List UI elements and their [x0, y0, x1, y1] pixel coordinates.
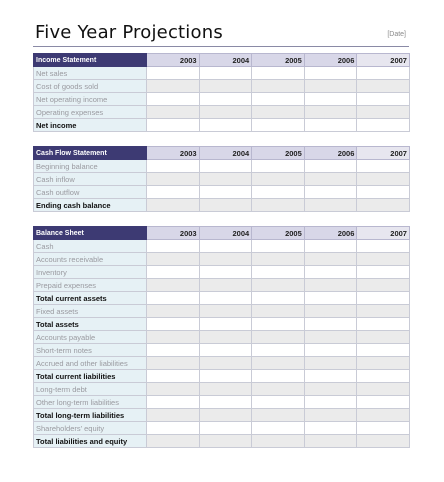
value-cell[interactable] [304, 279, 357, 292]
value-cell[interactable] [304, 93, 357, 106]
value-cell[interactable] [252, 253, 305, 266]
value-cell[interactable] [304, 253, 357, 266]
row-label: Shareholders' equity [34, 422, 147, 435]
year-header: 2007 [357, 147, 410, 160]
value-cell[interactable] [252, 80, 305, 93]
year-header: 2004 [199, 227, 252, 240]
value-cell[interactable] [147, 173, 200, 186]
row-label: Net sales [34, 67, 147, 80]
value-cell[interactable] [357, 67, 410, 80]
value-cell[interactable] [147, 266, 200, 279]
value-cell[interactable] [199, 67, 252, 80]
balance-sheet-heading: Balance Sheet [34, 227, 147, 240]
value-cell[interactable] [147, 292, 200, 305]
value-cell[interactable] [147, 279, 200, 292]
value-cell[interactable] [252, 266, 305, 279]
table-row [34, 80, 410, 93]
value-cell[interactable] [252, 422, 305, 435]
value-cell[interactable] [304, 199, 357, 212]
value-cell[interactable] [304, 292, 357, 305]
value-cell[interactable] [252, 173, 305, 186]
title-divider [33, 46, 409, 47]
value-cell[interactable] [199, 266, 252, 279]
row-label: Total current assets [34, 292, 147, 305]
value-cell[interactable] [357, 279, 410, 292]
value-cell[interactable] [147, 240, 200, 253]
year-header: 2005 [252, 54, 305, 67]
row-label: Accounts receivable [34, 253, 147, 266]
value-cell[interactable] [304, 344, 357, 357]
year-header: 2007 [357, 54, 410, 67]
value-cell[interactable] [357, 318, 410, 331]
year-header: 2005 [252, 227, 305, 240]
value-cell[interactable] [147, 160, 200, 173]
value-cell[interactable] [357, 331, 410, 344]
value-cell[interactable] [199, 292, 252, 305]
value-cell[interactable] [199, 331, 252, 344]
value-cell[interactable] [304, 240, 357, 253]
year-header: 2003 [147, 54, 200, 67]
value-cell[interactable] [199, 435, 252, 448]
value-cell[interactable] [199, 80, 252, 93]
value-cell[interactable] [304, 160, 357, 173]
table-row [34, 396, 410, 409]
value-cell[interactable] [357, 160, 410, 173]
value-cell[interactable] [304, 422, 357, 435]
table-row [34, 240, 410, 253]
row-label: Cash outflow [34, 186, 147, 199]
income-statement-heading: Income Statement [34, 54, 147, 67]
value-cell[interactable] [252, 93, 305, 106]
row-label: Operating expenses [34, 106, 147, 119]
row-label: Cash [34, 240, 147, 253]
balance-sheet-table [33, 226, 410, 448]
value-cell[interactable] [147, 305, 200, 318]
year-header: 2005 [252, 147, 305, 160]
row-label: Beginning balance [34, 160, 147, 173]
value-cell[interactable] [147, 106, 200, 119]
value-cell[interactable] [252, 240, 305, 253]
value-cell[interactable] [304, 370, 357, 383]
row-label: Prepaid expenses [34, 279, 147, 292]
row-label: Long-term debt [34, 383, 147, 396]
value-cell[interactable] [147, 93, 200, 106]
table-row [34, 266, 410, 279]
value-cell[interactable] [147, 80, 200, 93]
row-label: Accrued and other liabilities [34, 357, 147, 370]
value-cell[interactable] [357, 199, 410, 212]
value-cell[interactable] [304, 266, 357, 279]
value-cell[interactable] [357, 240, 410, 253]
row-label: Net income [34, 119, 147, 132]
year-header: 2006 [304, 227, 357, 240]
value-cell[interactable] [199, 357, 252, 370]
income-statement-header [34, 54, 410, 67]
value-cell[interactable] [199, 279, 252, 292]
value-cell[interactable] [199, 173, 252, 186]
value-cell[interactable] [147, 119, 200, 132]
value-cell[interactable] [199, 370, 252, 383]
value-cell[interactable] [357, 106, 410, 119]
value-cell[interactable] [252, 106, 305, 119]
value-cell[interactable] [252, 370, 305, 383]
value-cell[interactable] [147, 318, 200, 331]
value-cell[interactable] [252, 279, 305, 292]
value-cell[interactable] [304, 80, 357, 93]
value-cell[interactable] [304, 67, 357, 80]
value-cell[interactable] [252, 292, 305, 305]
value-cell[interactable] [252, 357, 305, 370]
value-cell[interactable] [147, 199, 200, 212]
table-row [34, 106, 410, 119]
value-cell[interactable] [357, 409, 410, 422]
value-cell[interactable] [252, 435, 305, 448]
year-header: 2003 [147, 227, 200, 240]
year-header: 2004 [199, 147, 252, 160]
value-cell[interactable] [357, 80, 410, 93]
value-cell[interactable] [357, 292, 410, 305]
value-cell[interactable] [199, 93, 252, 106]
value-cell[interactable] [199, 344, 252, 357]
row-label: Ending cash balance [34, 199, 147, 212]
value-cell[interactable] [357, 186, 410, 199]
income-statement-table [33, 53, 410, 132]
value-cell[interactable] [147, 186, 200, 199]
table-row [34, 409, 410, 422]
value-cell[interactable] [357, 119, 410, 132]
table-row [34, 199, 410, 212]
value-cell[interactable] [147, 344, 200, 357]
row-label: Net operating income [34, 93, 147, 106]
value-cell[interactable] [357, 173, 410, 186]
value-cell[interactable] [147, 67, 200, 80]
value-cell[interactable] [199, 240, 252, 253]
value-cell[interactable] [304, 357, 357, 370]
table-row [34, 344, 410, 357]
table-row [34, 357, 410, 370]
table-row [34, 67, 410, 80]
value-cell[interactable] [252, 344, 305, 357]
value-cell[interactable] [357, 357, 410, 370]
table-row [34, 253, 410, 266]
table-row [34, 93, 410, 106]
year-header: 2006 [304, 147, 357, 160]
value-cell[interactable] [252, 409, 305, 422]
value-cell[interactable] [357, 305, 410, 318]
table-row [34, 318, 410, 331]
page-title: Five Year Projections [35, 22, 223, 43]
table-row [34, 186, 410, 199]
value-cell[interactable] [252, 186, 305, 199]
cash-flow-statement-heading: Cash Flow Statement [34, 147, 147, 160]
table-row [34, 305, 410, 318]
value-cell[interactable] [199, 383, 252, 396]
value-cell[interactable] [304, 396, 357, 409]
value-cell[interactable] [199, 199, 252, 212]
value-cell[interactable] [304, 435, 357, 448]
row-label: Cost of goods sold [34, 80, 147, 93]
value-cell[interactable] [252, 67, 305, 80]
value-cell[interactable] [147, 396, 200, 409]
value-cell[interactable] [252, 199, 305, 212]
table-row [34, 435, 410, 448]
table-row [34, 383, 410, 396]
year-header: 2003 [147, 147, 200, 160]
value-cell[interactable] [304, 173, 357, 186]
value-cell[interactable] [199, 253, 252, 266]
value-cell[interactable] [252, 305, 305, 318]
row-label: Total liabilities and equity [34, 435, 147, 448]
year-header: 2004 [199, 54, 252, 67]
row-label: Inventory [34, 266, 147, 279]
value-cell[interactable] [199, 305, 252, 318]
cash-flow-statement-table [33, 146, 410, 212]
row-label: Accounts payable [34, 331, 147, 344]
table-row [34, 422, 410, 435]
value-cell[interactable] [147, 422, 200, 435]
row-label: Total current liabilities [34, 370, 147, 383]
value-cell[interactable] [357, 344, 410, 357]
value-cell[interactable] [252, 383, 305, 396]
value-cell[interactable] [357, 435, 410, 448]
value-cell[interactable] [304, 318, 357, 331]
value-cell[interactable] [304, 119, 357, 132]
value-cell[interactable] [199, 422, 252, 435]
table-row [34, 119, 410, 132]
value-cell[interactable] [357, 422, 410, 435]
value-cell[interactable] [199, 160, 252, 173]
value-cell[interactable] [199, 186, 252, 199]
value-cell[interactable] [304, 106, 357, 119]
table-row [34, 279, 410, 292]
row-label: Short-term notes [34, 344, 147, 357]
value-cell[interactable] [252, 160, 305, 173]
value-cell[interactable] [147, 435, 200, 448]
value-cell[interactable] [304, 383, 357, 396]
row-label: Total assets [34, 318, 147, 331]
value-cell[interactable] [357, 396, 410, 409]
row-label: Fixed assets [34, 305, 147, 318]
row-label: Total long-term liabilities [34, 409, 147, 422]
value-cell[interactable] [199, 318, 252, 331]
value-cell[interactable] [252, 318, 305, 331]
table-row [34, 370, 410, 383]
row-label: Other long-term liabilities [34, 396, 147, 409]
value-cell[interactable] [357, 253, 410, 266]
value-cell[interactable] [199, 106, 252, 119]
value-cell[interactable] [147, 331, 200, 344]
value-cell[interactable] [252, 119, 305, 132]
value-cell[interactable] [199, 119, 252, 132]
value-cell[interactable] [147, 253, 200, 266]
value-cell[interactable] [357, 266, 410, 279]
balance-sheet-header [34, 227, 410, 240]
value-cell[interactable] [199, 396, 252, 409]
value-cell[interactable] [199, 409, 252, 422]
value-cell[interactable] [357, 383, 410, 396]
value-cell[interactable] [147, 409, 200, 422]
table-row [34, 160, 410, 173]
row-label: Cash inflow [34, 173, 147, 186]
table-row [34, 331, 410, 344]
value-cell[interactable] [357, 93, 410, 106]
value-cell[interactable] [304, 331, 357, 344]
table-row [34, 292, 410, 305]
value-cell[interactable] [304, 186, 357, 199]
date-field[interactable]: [Date] [387, 31, 406, 38]
value-cell[interactable] [304, 409, 357, 422]
cash-flow-statement-header [34, 147, 410, 160]
value-cell[interactable] [147, 370, 200, 383]
value-cell[interactable] [147, 357, 200, 370]
value-cell[interactable] [252, 331, 305, 344]
value-cell[interactable] [357, 370, 410, 383]
value-cell[interactable] [304, 305, 357, 318]
year-header: 2007 [357, 227, 410, 240]
value-cell[interactable] [147, 383, 200, 396]
value-cell[interactable] [252, 396, 305, 409]
table-row [34, 173, 410, 186]
year-header: 2006 [304, 54, 357, 67]
